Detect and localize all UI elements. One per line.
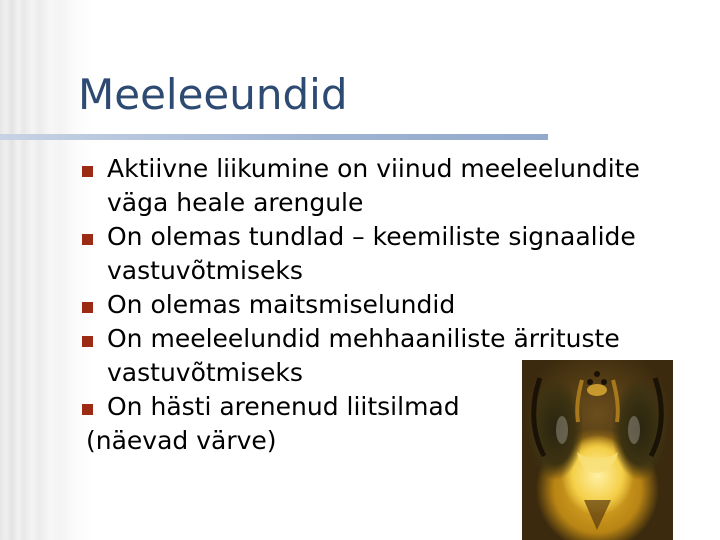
bullet-text: On hästi arenenud liitsilmad: [107, 392, 460, 421]
bullet-item: [78, 288, 708, 322]
bullet-text: Aktiivne liikumine on viinud meeleelundite väga heale arengule: [107, 154, 640, 217]
bullet-text: On olemas maitsmiselundid: [107, 290, 456, 319]
wasp-illustration: [522, 360, 673, 540]
continuation-text: (näevad värve): [86, 426, 277, 455]
square-bullet-icon: [82, 302, 93, 313]
bullet-text: On olemas tundlad – keemiliste signaalide vastuvõtmiseks: [107, 222, 636, 285]
square-bullet-icon: [82, 404, 93, 415]
square-bullet-icon: [82, 166, 93, 177]
square-bullet-icon: [82, 234, 93, 245]
bullet-item: [78, 220, 708, 288]
title-underline: [0, 134, 548, 140]
bullet-item: [78, 152, 708, 220]
square-bullet-icon: [82, 336, 93, 347]
slide-title: Meeleeundid: [78, 70, 348, 119]
wasp-head-photo: [522, 360, 673, 540]
bullet-text: On meeleelundid mehhaaniliste ärrituste vastuvõtmiseks: [107, 324, 620, 387]
